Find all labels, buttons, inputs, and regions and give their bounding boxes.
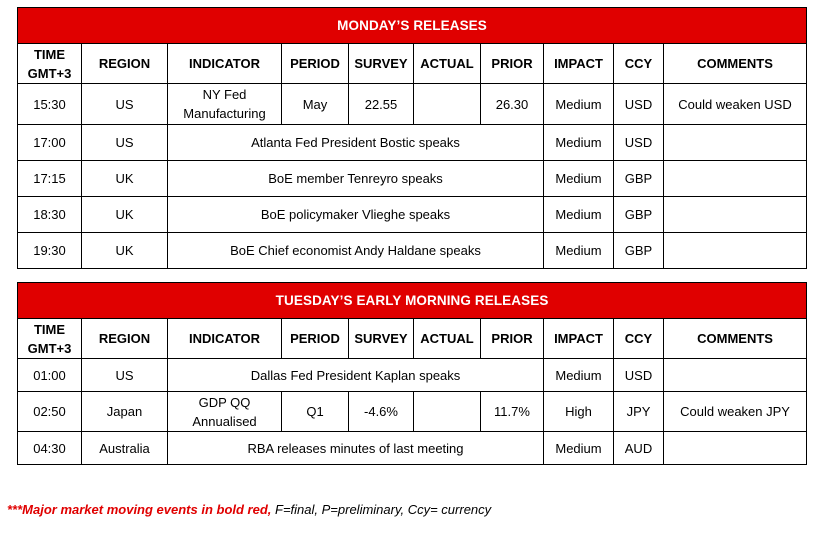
cell-region: US: [82, 84, 168, 125]
col-survey: SURVEY: [349, 44, 414, 84]
cell-period: Q1: [282, 392, 349, 432]
col-region: REGION: [82, 44, 168, 84]
cell-impact: Medium: [544, 359, 614, 392]
table-row: [18, 392, 807, 432]
cell-impact: Medium: [544, 84, 614, 125]
cell-indicator: NY Fed Manufacturing: [168, 84, 282, 125]
col-prior: PRIOR: [481, 44, 544, 84]
cell-ccy: GBP: [614, 197, 664, 233]
footnote-highlight: ***Major market moving events in bold red,: [7, 502, 272, 517]
col-prior: PRIOR: [481, 319, 544, 359]
cell-event: BoE policymaker Vlieghe speaks: [168, 197, 544, 233]
cell-ccy: AUD: [614, 432, 664, 465]
col-time: TIME GMT+3: [18, 319, 82, 359]
cell-event: BoE member Tenreyro speaks: [168, 161, 544, 197]
cell-time: 15:30: [18, 84, 82, 125]
table-row: [18, 197, 807, 233]
cell-ccy: USD: [614, 125, 664, 161]
cell-comments: Could weaken JPY: [664, 392, 807, 432]
col-time: TIME GMT+3: [18, 44, 82, 84]
cell-time: 02:50: [18, 392, 82, 432]
col-comments: COMMENTS: [664, 44, 807, 84]
table-row: [18, 233, 807, 269]
cell-time: 17:00: [18, 125, 82, 161]
col-ccy: CCY: [614, 44, 664, 84]
table-row: [18, 432, 807, 465]
cell-prior: 26.30: [481, 84, 544, 125]
cell-impact: Medium: [544, 432, 614, 465]
cell-impact: Medium: [544, 161, 614, 197]
cell-event: RBA releases minutes of last meeting: [168, 432, 544, 465]
cell-ccy: USD: [614, 84, 664, 125]
cell-region: US: [82, 125, 168, 161]
cell-comments: [664, 359, 807, 392]
cell-comments: [664, 432, 807, 465]
cell-ccy: JPY: [614, 392, 664, 432]
cell-region: UK: [82, 161, 168, 197]
col-impact: IMPACT: [544, 44, 614, 84]
cell-comments: [664, 197, 807, 233]
cell-indicator: GDP QQ Annualised: [168, 392, 282, 432]
cell-time: 17:15: [18, 161, 82, 197]
col-actual: ACTUAL: [414, 319, 481, 359]
cell-time: 19:30: [18, 233, 82, 269]
cell-time: 01:00: [18, 359, 82, 392]
cell-comments: [664, 233, 807, 269]
col-indicator: INDICATOR: [168, 319, 282, 359]
monday-releases-table: [17, 7, 807, 269]
cell-ccy: GBP: [614, 233, 664, 269]
cell-prior: 11.7%: [481, 392, 544, 432]
tuesday-title: TUESDAY’S EARLY MORNING RELEASES: [18, 283, 807, 319]
table-row: [18, 161, 807, 197]
col-survey: SURVEY: [349, 319, 414, 359]
col-actual: ACTUAL: [414, 44, 481, 84]
footnote-legend: F=final, P=preliminary, Ccy= currency: [271, 502, 492, 517]
cell-impact: Medium: [544, 233, 614, 269]
cell-comments: [664, 161, 807, 197]
cell-event: Atlanta Fed President Bostic speaks: [168, 125, 544, 161]
table-row: [18, 125, 807, 161]
table-row: [18, 359, 807, 392]
cell-event: Dallas Fed President Kaplan speaks: [168, 359, 544, 392]
table-row: [18, 84, 807, 125]
col-ccy: CCY: [614, 319, 664, 359]
cell-impact: Medium: [544, 125, 614, 161]
cell-survey: -4.6%: [349, 392, 414, 432]
cell-ccy: GBP: [614, 161, 664, 197]
cell-region: Japan: [82, 392, 168, 432]
cell-comments: Could weaken USD: [664, 84, 807, 125]
col-region: REGION: [82, 319, 168, 359]
cell-time: 04:30: [18, 432, 82, 465]
cell-region: UK: [82, 197, 168, 233]
cell-actual: [414, 84, 481, 125]
tuesday-header-row: [18, 319, 807, 359]
footnote: [7, 502, 491, 517]
col-indicator: INDICATOR: [168, 44, 282, 84]
cell-region: US: [82, 359, 168, 392]
col-impact: IMPACT: [544, 319, 614, 359]
tuesday-releases-table: [17, 282, 807, 465]
cell-region: UK: [82, 233, 168, 269]
col-period: PERIOD: [282, 44, 349, 84]
cell-period: May: [282, 84, 349, 125]
monday-header-row: [18, 44, 807, 84]
cell-actual: [414, 392, 481, 432]
cell-comments: [664, 125, 807, 161]
cell-time: 18:30: [18, 197, 82, 233]
cell-event: BoE Chief economist Andy Haldane speaks: [168, 233, 544, 269]
cell-region: Australia: [82, 432, 168, 465]
col-comments: COMMENTS: [664, 319, 807, 359]
monday-title: MONDAY’S RELEASES: [18, 8, 807, 44]
cell-impact: Medium: [544, 197, 614, 233]
col-period: PERIOD: [282, 319, 349, 359]
cell-ccy: USD: [614, 359, 664, 392]
cell-impact: High: [544, 392, 614, 432]
cell-survey: 22.55: [349, 84, 414, 125]
